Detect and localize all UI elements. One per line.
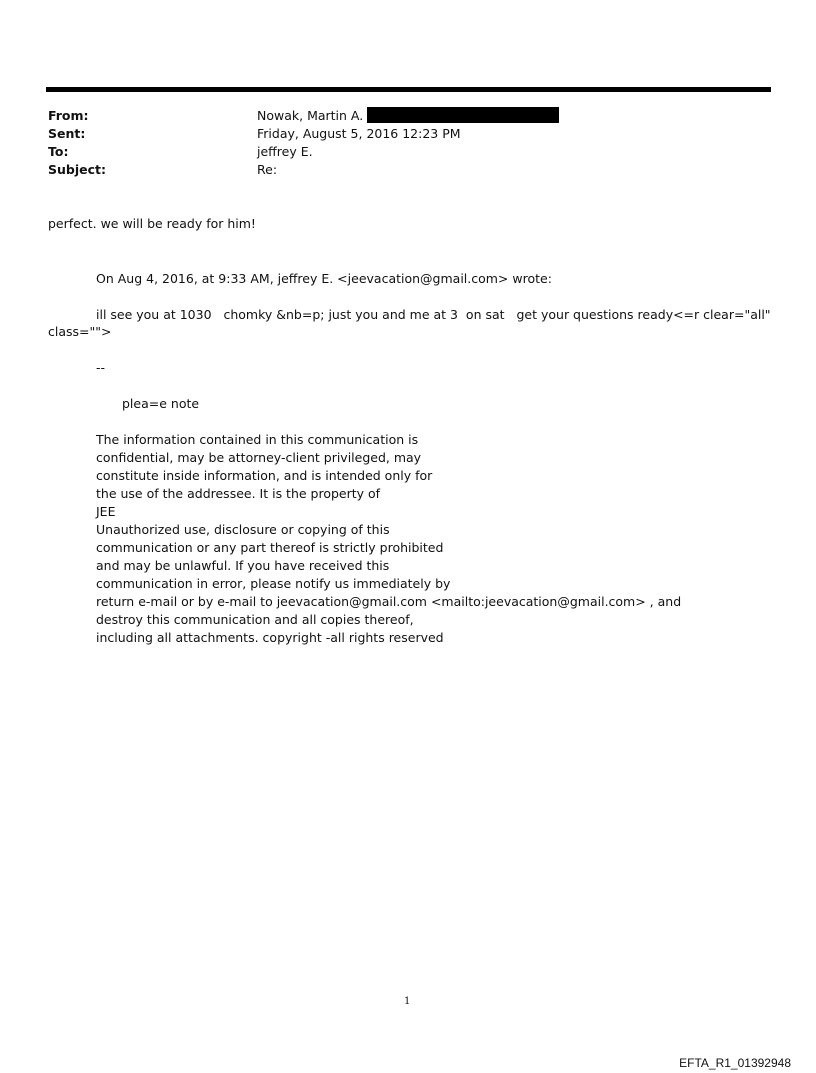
disclaimer-line: communication or any part thereof is strictly prohibited: [96, 540, 444, 555]
bates-number: EFTA_R1_01392948: [679, 1056, 791, 1070]
disclaimer-line: constitute inside information, and is intended only for: [96, 468, 433, 483]
page-number: 1: [404, 996, 411, 1007]
disclaimer-line: JEE: [96, 504, 116, 519]
quote-line-2: class="">: [48, 324, 112, 339]
to-value: jeffrey E.: [257, 144, 313, 159]
disclaimer-line: confidential, may be attorney-client privileged, may: [96, 450, 422, 465]
to-label: To:: [48, 144, 69, 159]
sent-value: Friday, August 5, 2016 12:23 PM: [257, 126, 461, 141]
from-label: From:: [48, 108, 89, 123]
sent-label: Sent:: [48, 126, 86, 141]
disclaimer-line: The information contained in this communication is: [96, 432, 419, 447]
disclaimer-line: destroy this communication and all copies thereof,: [96, 612, 414, 627]
please-note: plea=e note: [122, 396, 200, 411]
disclaimer-line: Unauthorized use, disclosure or copying of this: [96, 522, 390, 537]
disclaimer-block: [96, 431, 736, 647]
redaction-bar: [367, 107, 559, 123]
disclaimer-line: the use of the addressee. It is the property of: [96, 486, 381, 501]
from-value: Nowak, Martin A.: [257, 108, 364, 123]
header-rule: [46, 87, 771, 92]
subject-value: Re:: [257, 162, 278, 177]
disclaimer-line: return e-mail or by e-mail to jeevacation@gmail.com <mailto:jeevacation@gmail.com> , and: [96, 594, 682, 609]
from-field: [257, 107, 559, 125]
disclaimer-line: and may be unlawful. If you have received this: [96, 558, 390, 573]
signature-dash: --: [96, 360, 106, 375]
disclaimer-line: including all attachments. copyright -all rights reserved: [96, 630, 444, 645]
quote-intro: On Aug 4, 2016, at 9:33 AM, jeffrey E. <jeevacation@gmail.com> wrote:: [96, 271, 552, 286]
disclaimer-line: communication in error, please notify us immediately by: [96, 576, 451, 591]
reply-text: perfect. we will be ready for him!: [48, 216, 256, 231]
subject-label: Subject:: [48, 162, 106, 177]
quote-line-1: ill see you at 1030 chomky &nb=p; just you and me at 3 on sat get your questions ready<=r clear="all": [96, 307, 771, 322]
